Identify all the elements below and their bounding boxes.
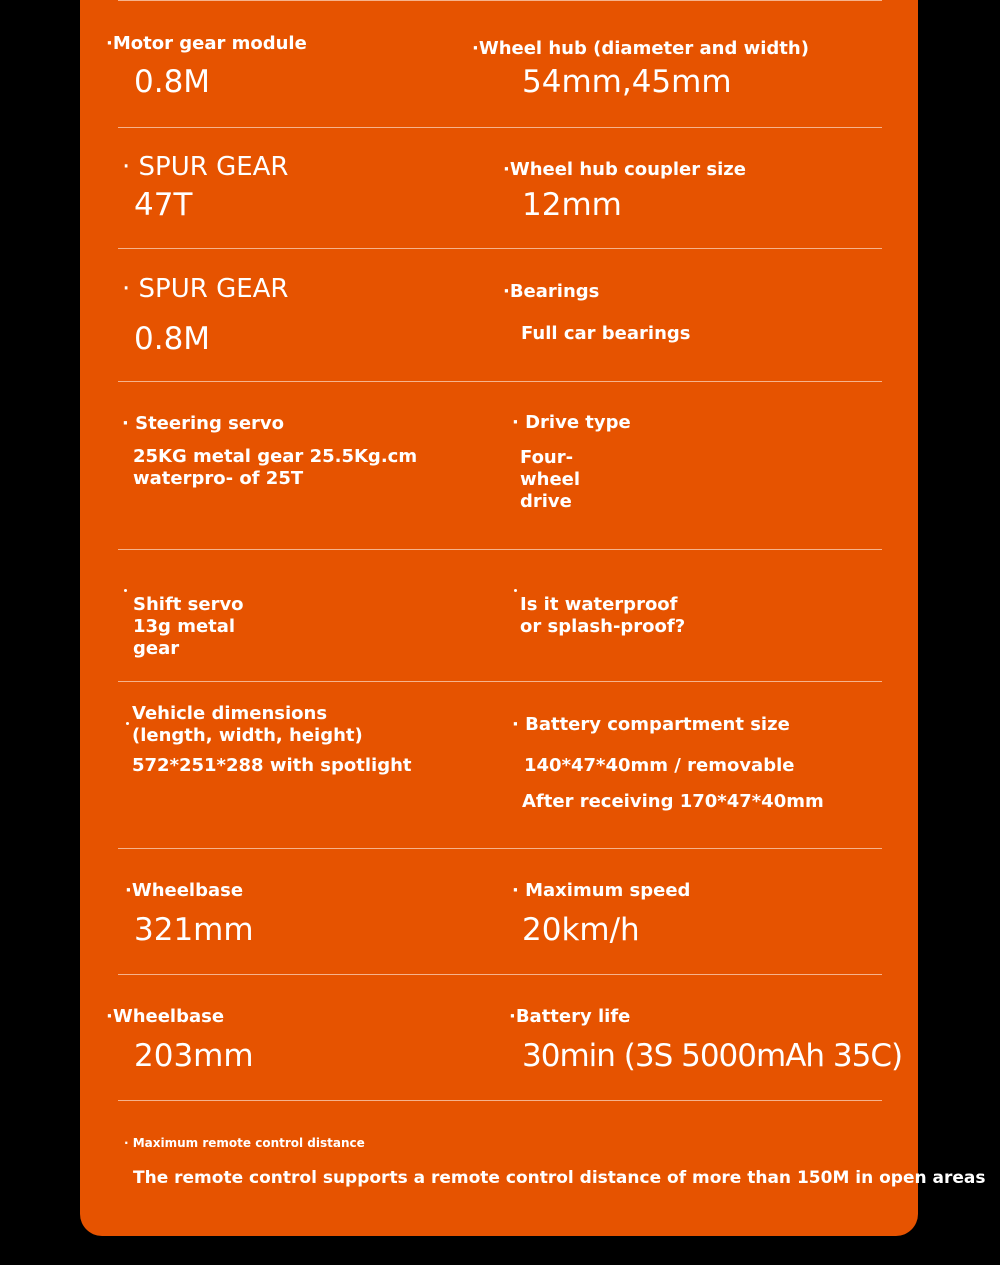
battery-compartment-value: 140*47*40mm / removable xyxy=(524,755,795,776)
divider xyxy=(118,248,882,249)
spur-gear-label: · SPUR GEAR xyxy=(122,152,289,182)
divider xyxy=(118,381,882,382)
spur-gear-module-label: · SPUR GEAR xyxy=(122,274,289,304)
steering-servo-value: 25KG metal gear 25.5Kg.cm waterpro- of 25T xyxy=(133,446,418,489)
battery-life-label: ·Battery life xyxy=(509,1006,631,1027)
divider xyxy=(118,1100,882,1101)
maximum-speed-label: · Maximum speed xyxy=(512,880,691,901)
drive-type-value: Four-wheel drive xyxy=(520,447,581,512)
wheel-hub-coupler-label: ·Wheel hub coupler size xyxy=(503,159,746,180)
wheel-hub-size-value: 54mm,45mm xyxy=(522,64,732,100)
spur-gear-module-value: 0.8M xyxy=(134,321,211,357)
bearings-label: ·Bearings xyxy=(503,281,600,302)
remote-distance-label: · Maximum remote control distance xyxy=(124,1136,365,1150)
bullet-dot xyxy=(124,589,127,592)
bearings-value: Full car bearings xyxy=(521,323,691,344)
divider xyxy=(118,848,882,849)
battery-compartment-label: · Battery compartment size xyxy=(512,714,790,735)
shift-servo-value: Shift servo 13g metal gear xyxy=(133,594,244,659)
bullet-dot xyxy=(514,589,517,592)
drive-type-label: · Drive type xyxy=(512,412,631,433)
steering-servo-label: · Steering servo xyxy=(122,413,284,434)
wheelbase-2-label: ·Wheelbase xyxy=(106,1006,225,1027)
vehicle-dimensions-label: Vehicle dimensions (length, width, height) xyxy=(132,703,363,746)
wheelbase-label: ·Wheelbase xyxy=(125,880,244,901)
battery-life-value: 30min (3S 5000mAh 35C) xyxy=(522,1038,903,1074)
wheel-hub-size-label: ·Wheel hub (diameter and width) xyxy=(472,38,809,59)
wheelbase-2-value: 203mm xyxy=(134,1038,254,1074)
spur-gear-teeth-value: 47T xyxy=(134,187,193,223)
motor-gear-module-label: ·Motor gear module xyxy=(106,33,307,54)
divider xyxy=(118,549,882,550)
battery-compartment-after-value: After receiving 170*47*40mm xyxy=(522,791,824,812)
divider xyxy=(118,681,882,682)
bullet-dot xyxy=(126,722,129,725)
divider xyxy=(118,974,882,975)
maximum-speed-value: 20km/h xyxy=(522,912,640,948)
divider xyxy=(118,127,882,128)
motor-gear-module-value: 0.8M xyxy=(134,64,211,100)
waterproof-value: Is it waterproof or splash-proof? xyxy=(520,594,686,637)
remote-distance-text: The remote control supports a remote control distance of more than 150M in open areas xyxy=(133,1168,986,1188)
divider xyxy=(118,0,882,1)
vehicle-dimensions-value: 572*251*288 with spotlight xyxy=(132,755,412,776)
wheel-hub-coupler-value: 12mm xyxy=(522,187,622,223)
wheelbase-value: 321mm xyxy=(134,912,254,948)
